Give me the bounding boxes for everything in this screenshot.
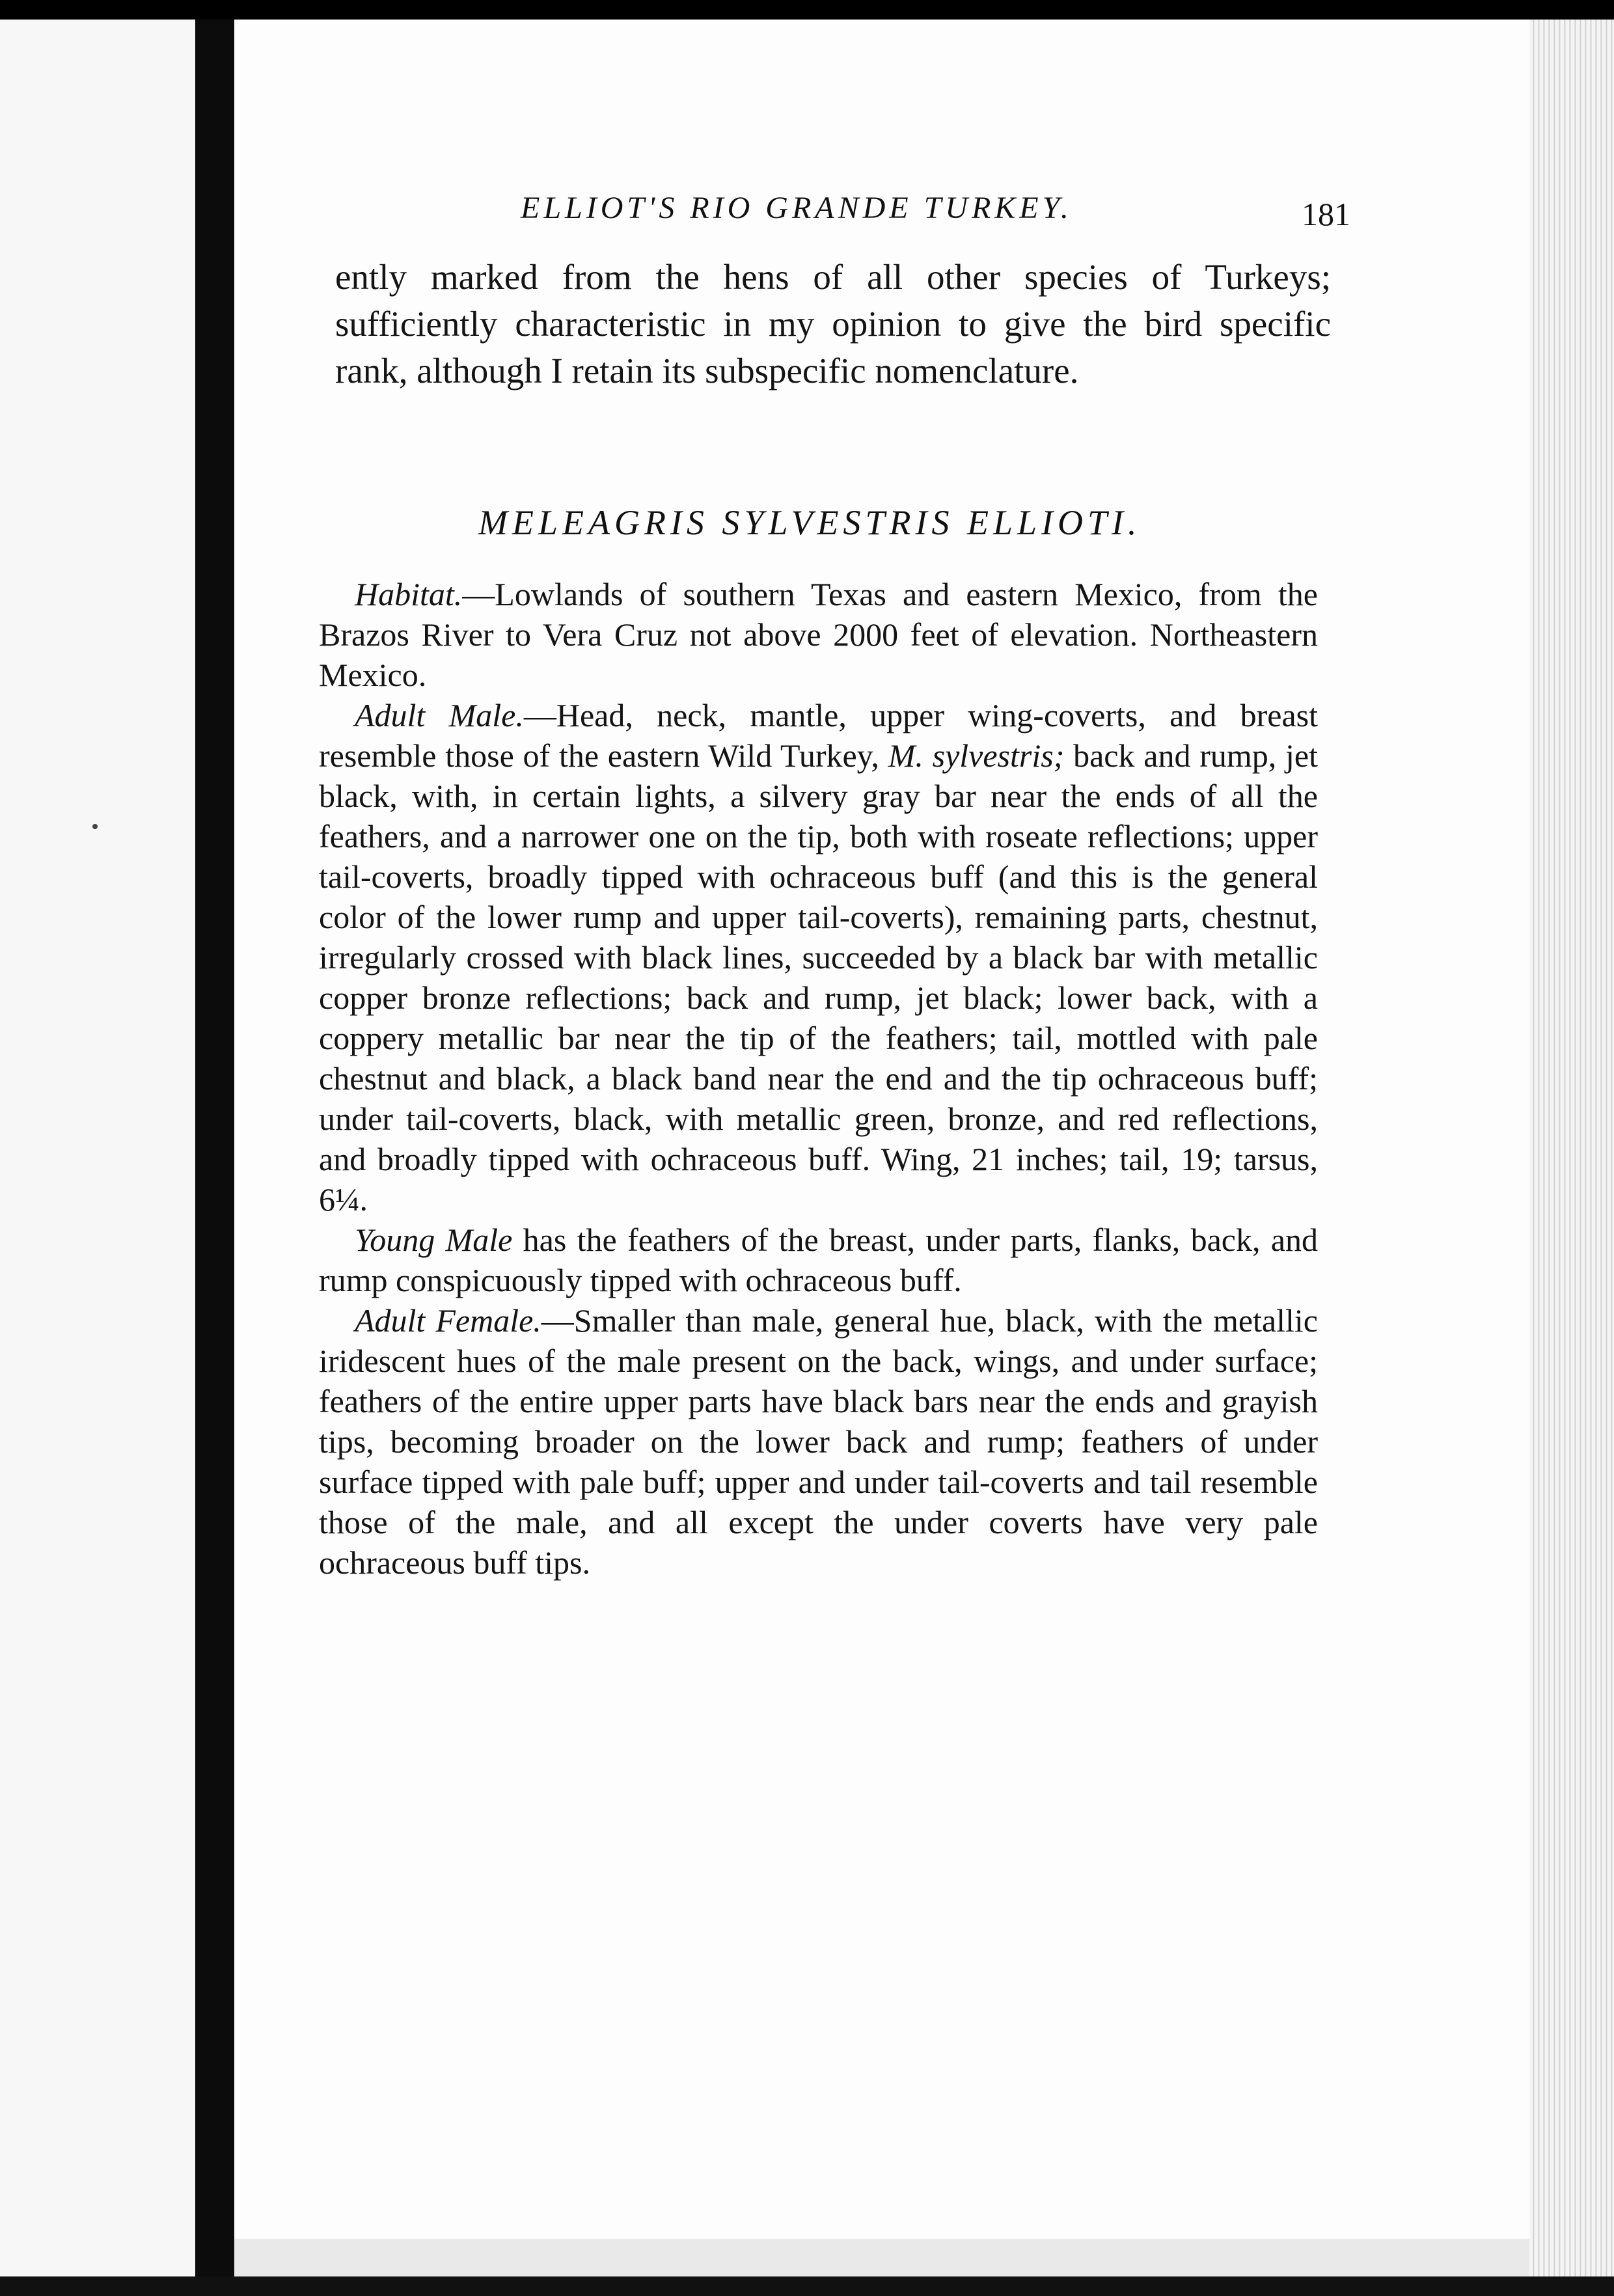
species-description (319, 574, 1318, 1583)
young-male-paragraph (319, 1220, 1318, 1300)
adult-male-paragraph (319, 695, 1318, 1220)
scan-top-border (0, 0, 1614, 20)
facing-page (0, 20, 197, 2276)
young-male-text: has the feathers of the breast, under parts, flanks, back, and rump conspicuously tipped with ochraceous buff. (319, 1222, 1319, 1298)
habitat-text: —Lowlands of southern Texas and eastern Mexico, from the Brazos River to Vera Cruz not above 2000 feet of elevation. Northeastern Mexico. (319, 576, 1318, 693)
habitat-label: Habitat. (355, 576, 463, 612)
scan-speck (92, 824, 98, 829)
adult-male-text-a: —Head, neck, mantle, upper wing-coverts, and breast resemble those of the eastern Wild Turkey, (319, 697, 1318, 774)
young-male-label: Young Male (355, 1222, 513, 1258)
book-spine (195, 20, 234, 2276)
page-number: 181 (1302, 196, 1350, 232)
page-bottom-shadow (234, 2239, 1529, 2276)
scan-bottom-border (0, 2276, 1614, 2296)
adult-female-label: Adult Female. (355, 1302, 541, 1339)
page-edges (1529, 20, 1614, 2276)
habitat-paragraph (319, 574, 1318, 695)
continuation-paragraph (335, 254, 1331, 394)
adult-male-label: Adult Male. (355, 697, 524, 733)
adult-female-paragraph (319, 1300, 1318, 1583)
adult-female-text: —Smaller than male, general hue, black, with the metallic iridescent hues of the male present on the back, wings, and under surface; feathers of the entire upper parts have black bars near the ends and grayish tips, becoming broader on the lower back and rump; feathers of under surface tipped with pale buff; upper and under tail-coverts and tail resemble those of the male, and all except the under coverts have very pale ochraceous buff tips. (319, 1302, 1318, 1581)
species-title: MELEAGRIS SYLVESTRIS ELLIOTI. (478, 503, 1142, 542)
continuation-text: ently marked from the hens of all other species of Turkeys; sufficiently characteristic in my opinion to give the bird specific rank, although I retain its subspecific nomenclature. (335, 257, 1331, 390)
adult-male-text-b: back and rump, jet black, with, in certain lights, a silvery gray bar near the ends of all the feathers, and a narrower one on the tip, both with roseate reflections; upper tail-coverts, broadly tipped with ochraceous buff (and this is the general color of the lower rump and upper tail-coverts), remaining parts, chestnut, irregularly crossed with black lines, succeeded by a black bar with metallic copper bronze reflections; back and rump, jet black; lower back, with a coppery metallic bar near the tip of the feathers; tail, mottled with pale chestnut and black, a black band near the end and the tip ochraceous buff; under tail-coverts, black, with metallic green, bronze, and red reflections, and broadly tipped with ochraceous buff. Wing, 21 inches; tail, 19; tarsus, 6¼. (319, 737, 1318, 1218)
species-reference: M. sylvestris; (888, 737, 1065, 774)
running-head: ELLIOT'S RIO GRANDE TURKEY. (521, 191, 1073, 225)
